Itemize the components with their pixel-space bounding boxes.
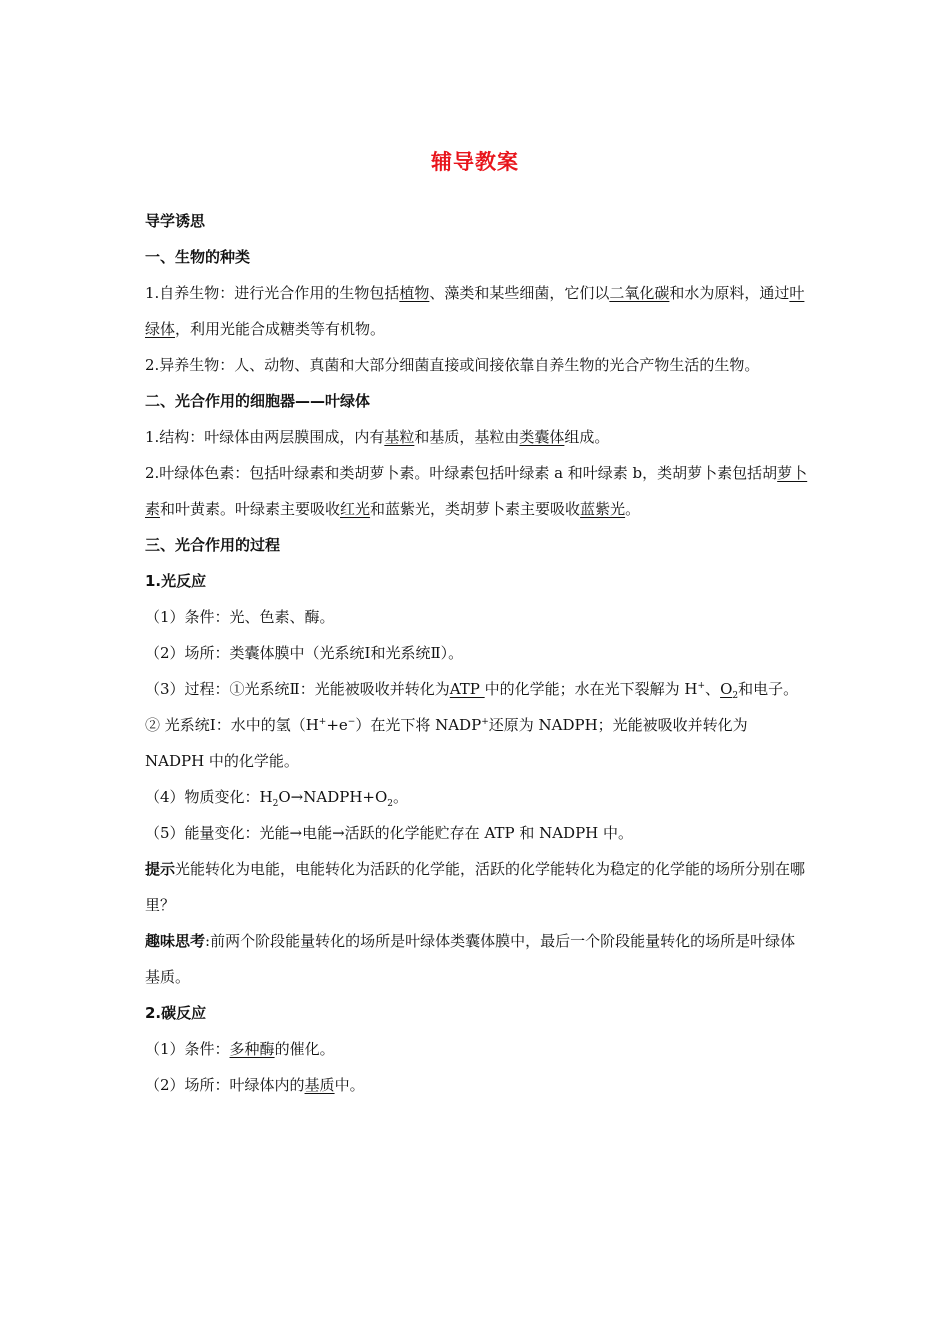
fun-thinking-label: 趣味思考: [145, 932, 206, 950]
carbon-reaction-heading: 2.碳反应: [145, 1004, 207, 1022]
light-process-ps2: （3）过程：①光系统Ⅱ：光能被吸收并转化为ATP 中的化学能；水在光下裂解为 H+、$O_2$和电子。: [145, 680, 799, 701]
s2-paragraph-structure: 1.结构：叶绿体由两层膜围成，内有基粒和基质，基粒由类囊体组成。: [145, 428, 610, 446]
fun-thinking-paragraph: 趣味思考:前两个阶段能量转化的场所是叶绿体类囊体膜中，最后一个阶段能量转化的场所是叶绿体基质。: [145, 932, 796, 986]
s1-paragraph-heterotroph: 2.异养生物：人、动物、真菌和大部分细菌直接或间接依靠自养生物的光合产物生活的生物。: [145, 356, 760, 374]
s2-paragraph-pigments: 2.叶绿体色素：包括叶绿素和类胡萝卜素。叶绿素包括叶绿素 a 和叶绿素 b，类胡萝卜素包括胡萝卜素和叶黄素。叶绿素主要吸收红光和蓝紫光，类胡萝卜素主要吸收蓝紫光。: [145, 464, 808, 518]
light-process-ps1: ② 光系统Ⅰ：水中的氢（H++e−）在光下将 NADP+还原为 NADPH；光能被吸收并转化为 NADPH 中的化学能。: [145, 716, 748, 770]
s1-paragraph-autotroph: 1.自养生物：进行光合作用的生物包括植物、藻类和某些细菌，它们以二氧化碳和水为原料，通过叶绿体，利用光能合成糖类等有机物。: [145, 284, 805, 338]
hint-paragraph: 提示光能转化为电能，电能转化为活跃的化学能，活跃的化学能转化为稳定的化学能的场所分别在哪里？: [145, 860, 806, 914]
section-1-heading: 一、生物的种类: [145, 248, 251, 266]
light-reaction-heading: 1.光反应: [145, 572, 207, 590]
light-place: （2）场所：类囊体膜中（光系统Ⅰ和光系统Ⅱ）。: [145, 644, 464, 662]
section-2-heading: 二、光合作用的细胞器——叶绿体: [145, 392, 371, 410]
light-matter-change: （4）物质变化：$H_2O\to NADPH+O_2$。: [145, 788, 409, 809]
intro-heading: 导学诱思: [145, 212, 206, 230]
section-3-heading: 三、光合作用的过程: [145, 536, 281, 554]
document-body: [145, 203, 810, 1103]
page-title: 辅导教案: [431, 150, 519, 174]
hint-label: 提示: [145, 860, 176, 878]
carbon-place: （2）场所：叶绿体内的基质中。: [145, 1076, 365, 1094]
light-condition: （1）条件：光、色素、酶。: [145, 608, 335, 626]
light-energy-change: （5）能量变化：光能→电能→活跃的化学能贮存在 ATP 和 NADPH 中。: [145, 824, 634, 842]
carbon-condition: （1）条件：多种酶的催化。: [145, 1040, 335, 1058]
